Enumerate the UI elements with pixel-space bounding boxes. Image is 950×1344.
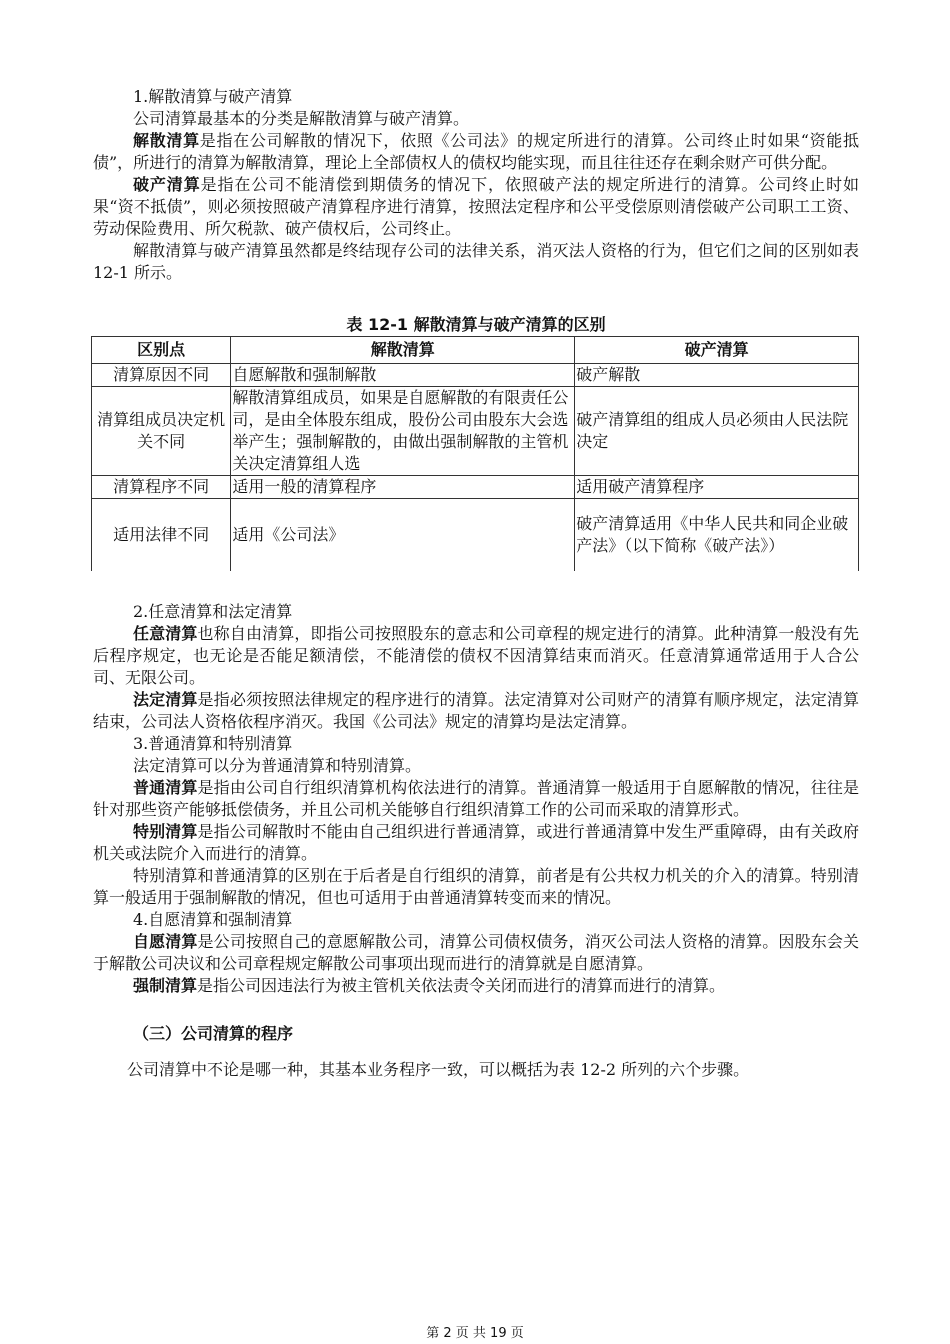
table-cell: 清算程序不同 [92, 476, 231, 499]
term-definition: 是指在公司解散的情况下，依照《公司法》的规定所进行的清算。公司终止时如果“资能抵债”，所进行的清算为解散清算，理论上全部债权人的债权均能实现，而且往往还存在剩余财产可供分配。 [93, 131, 859, 172]
column-header: 破产清算 [575, 337, 859, 364]
term-definition: 是指在公司不能清偿到期债务的情况下，依照破产法的规定所进行的清算。公司终止时如果“资不抵债”，则必须按照破产清算程序进行清算，按照法定程序和公平受偿原则清偿破产公司职工工资、劳动保险费用、所欠税款、破产债权后，公司终止。 [93, 175, 859, 238]
table-header-row [92, 337, 859, 364]
section-heading: （三）公司清算的程序 [133, 1024, 294, 1043]
term-definition: 也称自由清算，即指公司按照股东的意志和公司章程的规定进行的清算。此种清算一般没有先后程序规定，也无论是否能足额清偿，不能清偿的债权不因清算结束而消灭。任意清算通常适用于人合公司、无限公司。 [93, 624, 859, 687]
term: 法定清算 [133, 690, 198, 709]
term-definition: 是指必须按照法律规定的程序进行的清算。法定清算对公司财产的清算有顺序规定，法定清算结束，公司法人资格依程序消灭。我国《公司法》规定的清算均是法定清算。 [93, 690, 859, 731]
paragraph [93, 623, 859, 689]
term-definition: 是公司按照自己的意愿解散公司，清算公司债权债务，消灭公司法人资格的清算。因股东会关于解散公司决议和公司章程规定解散公司事项出现而进行的清算就是自愿清算。 [93, 932, 859, 973]
paragraph [93, 174, 859, 240]
paragraph: 公司清算中不论是哪一种，其基本业务程序一致，可以概括为表 12-2 所列的六个步骤。 [127, 1060, 750, 1079]
term: 破产清算 [133, 175, 201, 194]
paragraph: 公司清算最基本的分类是解散清算与破产清算。 [133, 109, 470, 128]
paragraph: 特别清算和普通清算的区别在于后者是自行组织的清算，前者是有公共权力机关的介入的清算。特别清算一般适用于强制解散的情况，但也可适用于由普通清算转变而来的情况。 [93, 866, 859, 907]
table-cell: 适用一般的清算程序 [231, 476, 575, 499]
table-caption [93, 314, 859, 336]
section-title: 3.普通清算和特别清算 [133, 734, 293, 753]
table-row [92, 364, 859, 387]
section-title: 2.任意清算和法定清算 [133, 602, 293, 621]
column-header: 解散清算 [231, 337, 575, 364]
term-definition: 是指由公司自行组织清算机构依法进行的清算。普通清算一般适用于自愿解散的情况，往往是针对那些资产能够抵偿债务，并且公司机关能够自行组织清算工作的公司而采取的清算形式。 [93, 778, 859, 819]
caption-number: 表 12-1 [346, 315, 414, 334]
paragraph: 解散清算与破产清算虽然都是终结现存公司的法律关系，消灭法人资格的行为，但它们之间的区别如表 12-1 所示。 [93, 241, 859, 282]
table-row [92, 387, 859, 476]
table-row [92, 476, 859, 499]
paragraph [93, 777, 859, 821]
table-cell: 破产清算适用《中华人民共和同企业破产法》（以下简称《破产法》） [575, 499, 859, 572]
section-title: 4.自愿清算和强制清算 [133, 910, 293, 929]
term: 普通清算 [133, 778, 198, 797]
term: 解散清算 [133, 131, 200, 150]
caption-title: 解散清算与破产清算的区别 [413, 315, 606, 334]
table-row [92, 499, 859, 572]
comparison-table [91, 336, 859, 571]
section-title: 1.解散清算与破产清算 [133, 87, 293, 106]
paragraph [93, 975, 859, 997]
term: 强制清算 [133, 976, 198, 995]
term: 自愿清算 [133, 932, 198, 951]
paragraph [93, 931, 859, 975]
table-cell: 适用《公司法》 [231, 499, 575, 572]
column-header: 区别点 [92, 337, 231, 364]
table-cell: 清算组成员决定机关不同 [92, 387, 231, 476]
paragraph: 法定清算可以分为普通清算和特别清算。 [133, 756, 422, 775]
term-definition: 是指公司解散时不能由自己组织进行普通清算，或进行普通清算中发生严重障碍，由有关政府机关或法院介入而进行的清算。 [93, 822, 859, 863]
table-cell: 破产清算组的组成人员必须由人民法院决定 [575, 387, 859, 476]
table-cell: 解散清算组成员，如果是自愿解散的有限责任公司，是由全体股东组成，股份公司由股东大会选举产生；强制解散的，由做出强制解散的主管机关决定清算组人选 [231, 387, 575, 476]
table-cell: 破产解散 [575, 364, 859, 387]
paragraph [93, 689, 859, 733]
table-cell: 清算原因不同 [92, 364, 231, 387]
document-page [93, 86, 859, 1081]
page-footer: 第 2 页 共 19 页 [426, 1326, 524, 1341]
term: 任意清算 [133, 624, 198, 643]
table-cell: 适用法律不同 [92, 499, 231, 572]
paragraph [93, 130, 859, 174]
table-cell: 适用破产清算程序 [575, 476, 859, 499]
term-definition: 是指公司因违法行为被主管机关依法责令关闭而进行的清算而进行的清算。 [197, 976, 726, 995]
table-cell: 自愿解散和强制解散 [231, 364, 575, 387]
paragraph [93, 821, 859, 865]
term: 特别清算 [133, 822, 198, 841]
